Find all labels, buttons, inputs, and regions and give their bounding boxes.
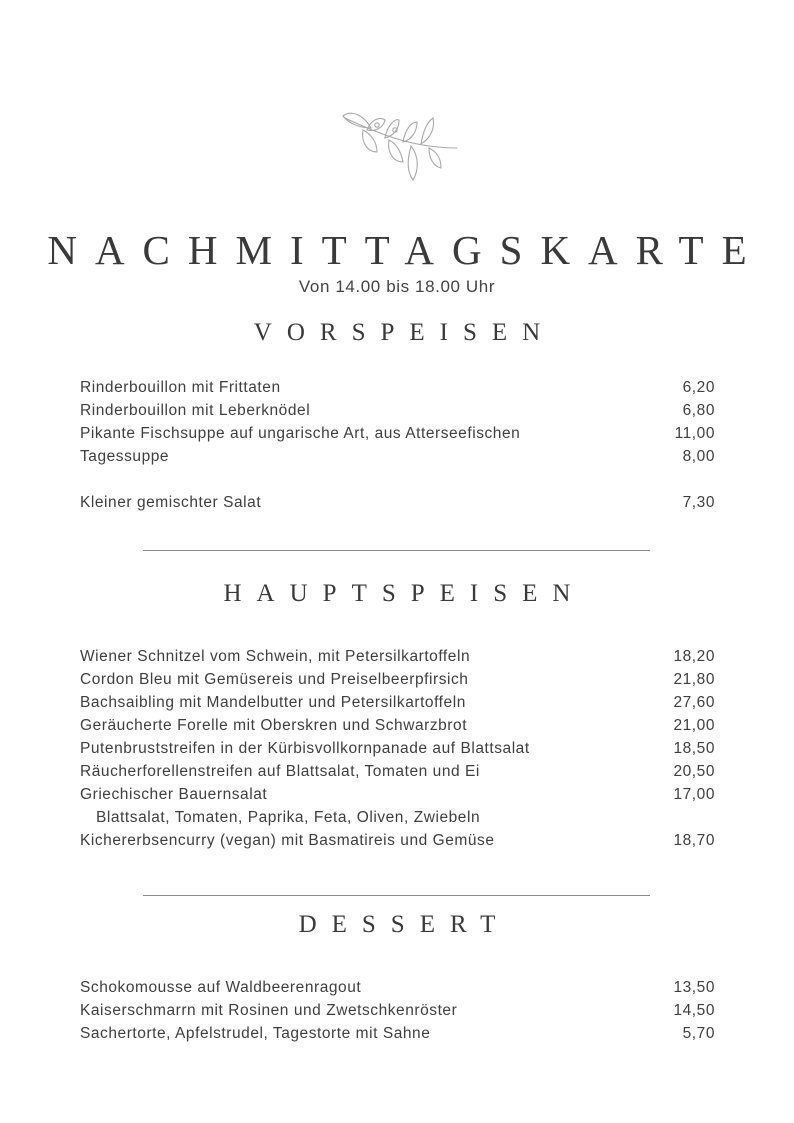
section-divider: [143, 550, 650, 551]
price: 7,30: [682, 494, 715, 511]
menu-list-vorspeisen: [80, 376, 715, 514]
price: 5,70: [682, 1025, 715, 1042]
menu-item: Kichererbsencurry (vegan) mit Basmatireis und Gemüse 18,70: [80, 829, 715, 852]
section-heading-dessert: DESSERT: [298, 911, 511, 938]
menu-item: Räucherforellenstreifen auf Blattsalat, Tomaten und Ei 20,50: [80, 760, 715, 783]
menu-item: Schokomousse auf Waldbeerenragout 13,50: [80, 976, 715, 999]
menu-item: Kaiserschmarrn mit Rosinen und Zwetschkenröster 14,50: [80, 999, 715, 1022]
opening-hours: Von 14.00 bis 18.00 Uhr: [298, 277, 496, 296]
price: 6,80: [682, 402, 715, 419]
menu-item: Putenbruststreifen in der Kürbisvollkornpanade auf Blattsalat 18,50: [80, 737, 715, 760]
menu-item: Geräucherte Forelle mit Oberskren und Schwarzbrot 21,00: [80, 714, 715, 737]
section-heading-vorspeisen: VORSPEISEN: [253, 319, 556, 346]
menu-item: Pikante Fischsuppe auf ungarische Art, aus Atterseefischen 11,00: [80, 422, 715, 445]
menu-item: Cordon Bleu mit Gemüsereis und Preiselbeerpfirsich 21,80: [80, 668, 715, 691]
menu-item: Rinderbouillon mit Leberknödel 6,80: [80, 399, 715, 422]
price: 14,50: [673, 1002, 715, 1019]
section-heading-hauptspeisen: HAUPTSPEISEN: [223, 580, 586, 607]
section-divider: [143, 895, 650, 896]
page-title: NACHMITTAGSKARTE: [47, 227, 765, 273]
menu-list-hauptspeisen: [80, 645, 715, 852]
olive-branch-icon: [337, 108, 461, 184]
menu-item: Tagessuppe 8,00: [80, 445, 715, 468]
price: 21,80: [673, 671, 715, 688]
price: 17,00: [673, 786, 715, 803]
price: 13,50: [673, 979, 715, 996]
menu-item: Sachertorte, Apfelstrudel, Tagestorte mit Sahne 5,70: [80, 1022, 715, 1045]
price: 6,20: [682, 379, 715, 396]
price: 20,50: [673, 763, 715, 780]
menu-item: Griechischer Bauernsalat 17,00: [80, 783, 715, 806]
price: 18,20: [673, 648, 715, 665]
menu-item: Kleiner gemischter Salat 7,30: [80, 491, 715, 514]
price: 8,00: [682, 448, 715, 465]
menu-item: Rinderbouillon mit Frittaten 6,20: [80, 376, 715, 399]
price: 11,00: [674, 425, 715, 442]
price: 18,50: [673, 740, 715, 757]
price: 21,00: [673, 717, 715, 734]
price: 18,70: [673, 832, 715, 849]
price: 27,60: [673, 694, 715, 711]
menu-item: Bachsaibling mit Mandelbutter und Petersilkartoffeln 27,60: [80, 691, 715, 714]
menu-item-description: Blattsalat, Tomaten, Paprika, Feta, Oliven, Zwiebeln: [96, 809, 481, 826]
menu-list-dessert: [80, 976, 715, 1045]
menu-item: Wiener Schnitzel vom Schwein, mit Petersilkartoffeln 18,20: [80, 645, 715, 668]
